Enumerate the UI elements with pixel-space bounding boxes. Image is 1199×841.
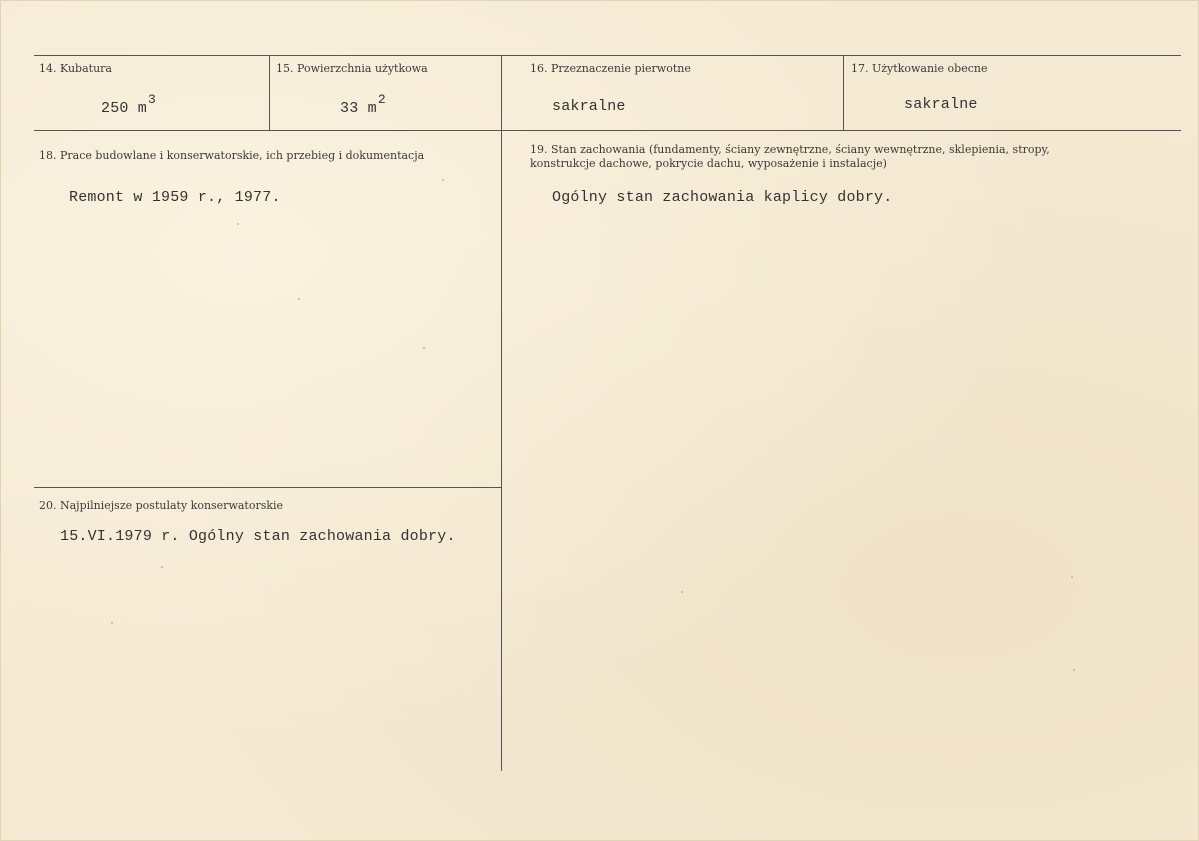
- kubatura-value: [101, 92, 157, 117]
- paper-speck: [111, 622, 113, 624]
- powierzchnia-value: [340, 92, 386, 117]
- postulaty-label: 20. Najpilniejsze postulaty konserwatorskie: [39, 499, 284, 512]
- uzytkowanie-label: 17. Użytkowanie obecne: [851, 62, 988, 75]
- stan-value: Ogólny stan zachowania kaplicy dobry.: [552, 189, 893, 206]
- divider-main: [501, 55, 502, 771]
- przeznaczenie-label: 16. Przeznaczenie pierwotne: [530, 62, 691, 75]
- kubatura-exponent: 3: [148, 92, 157, 107]
- paper-speck: [681, 591, 683, 593]
- kubatura-number: 250 m: [101, 100, 148, 117]
- prace-label: 18. Prace budowlane i konserwatorskie, ich przebieg i dokumentacja: [39, 149, 425, 162]
- divider-14-15: [269, 55, 270, 130]
- header-bottom-rule: [34, 130, 1181, 131]
- stan-label-line1: 19. Stan zachowania (fundamenty, ściany zewnętrzne, ściany wewnętrzne, sklepienia, stropy,: [530, 143, 1050, 156]
- kubatura-label: 14. Kubatura: [39, 62, 112, 75]
- stan-label-line2: konstrukcje dachowe, pokrycie dachu, wyposażenie i instalacje): [530, 157, 887, 170]
- top-rule: [34, 55, 1181, 56]
- paper-speck: [1071, 576, 1073, 578]
- paper-speck: [423, 347, 425, 349]
- section-20-top-rule: [34, 487, 501, 488]
- powierzchnia-exponent: 2: [377, 92, 386, 107]
- paper-speck: [237, 223, 239, 225]
- uzytkowanie-value: sakralne: [904, 96, 978, 113]
- prace-value: Remont w 1959 r., 1977.: [69, 189, 281, 206]
- divider-16-17: [843, 55, 844, 130]
- powierzchnia-number: 33 m: [340, 100, 377, 117]
- paper-speck: [442, 179, 444, 181]
- postulaty-value: 15.VI.1979 r. Ogólny stan zachowania dobry.: [60, 528, 456, 545]
- powierzchnia-label: 15. Powierzchnia użytkowa: [276, 62, 428, 75]
- paper-speck: [298, 298, 300, 300]
- przeznaczenie-value: sakralne: [552, 98, 626, 115]
- paper-speck: [161, 566, 163, 568]
- paper-speck: [1073, 669, 1075, 671]
